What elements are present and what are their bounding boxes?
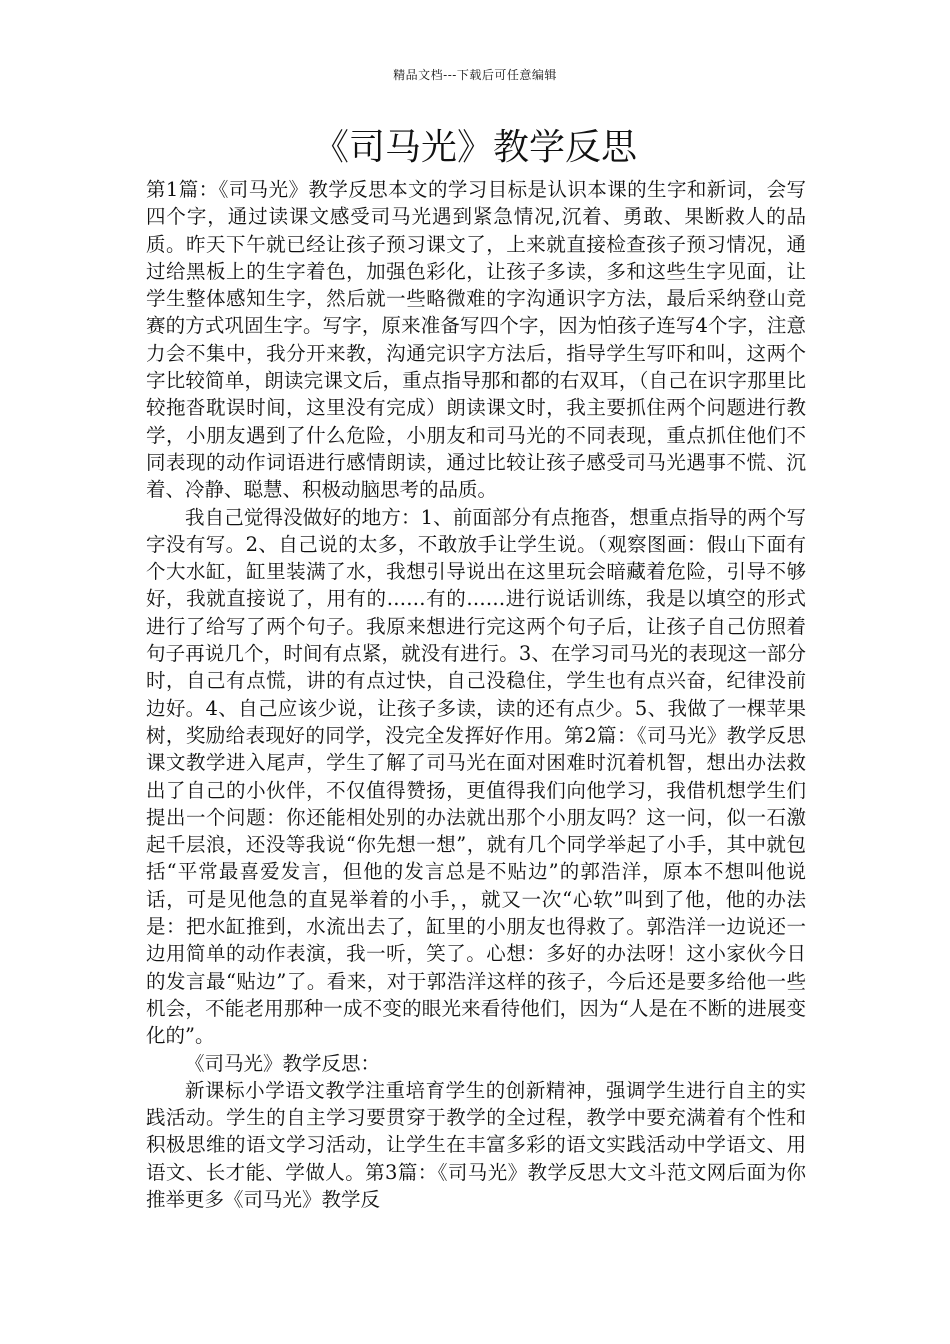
document-title: 《司马光》教学反思 bbox=[312, 127, 637, 168]
header-note: 精品文档---下载后可任意编辑 bbox=[393, 68, 557, 82]
paragraph-4: 新课标小学语文教学注重培育学生的创新精神，强调学生进行自主的实践活动。学生的自主学习要贯穿于教学的全过程，教学中要充满着有个性和积极思维的语文学习活动，让学生在丰富多彩的语文实践活动中学语文、用语文、长才能、学做人。第3篇：《司马光》教学反思大文斗范文网后面为你推举更多《司马光》教学反 bbox=[146, 1078, 806, 1211]
paragraph-1: 第1篇：《司马光》教学反思本文的学习目标是认识本课的生字和新词，会写四个字，通过读课文感受司马光遇到紧急情况,沉着、勇敢、果断救人的品质。昨天下午就已经让孩子预习课文了，上来就直接检查孩子预习情况，通过给黑板上的生字着色，加强色彩化，让孩子多读，多和这些生字见面，让学生整体感知生字，然后就一些略微难的字沟通识字方法，最后采纳登山竞赛的方式巩固生字。写字，原来准备写四个字，因为怕孩子连写4个字，注意力会不集中，我分开来教，沟通完识字方法后，指导学生写吓和叫，这两个字比较简单，朗读完课文后，重点指导那和都的右双耳，（自己在识字那里比较拖沓耽误时间，这里没有完成）朗读课文时，我主要抓住两个问题进行教学，小朋友遇到了什么危险，小朋友和司马光的不同表现，重点抓住他们不同表现的动作词语进行感情朗读，通过比较让孩子感受司马光遇事不慌、沉着、冷静、聪慧、积极动脑思考的品质。 bbox=[146, 178, 806, 502]
paragraph-3: 《司马光》教学反思： bbox=[185, 1051, 381, 1075]
document-body bbox=[146, 176, 806, 1213]
paragraph-2: 我自己觉得没做好的地方：1、前面部分有点拖沓，想重点指导的两个写字没有写。2、自己说的太多，不敢放手让学生说。（观察图画：假山下面有个大水缸，缸里装满了水，我想引导说出在这里玩会暗藏着危险，引导不够好，我就直接说了，用有的……有的……进行说话训练，我是以填空的形式进行了给写了两个句子。我原来想进行完这两个句子后，让孩子自己仿照着句子再说几个，时间有点紧，就没有进行。3、在学习司马光的表现这一部分时，自己有点慌，讲的有点过快，自己没稳住，学生也有点兴奋，纪律没前边好。4、自己应该少说，让孩子多读，读的还有点少。5、我做了一棵苹果树，奖励给表现好的同学，没完全发挥好作用。第2篇：《司马光》教学反思课文教学进入尾声，学生了解了司马光在面对困难时沉着机智，想出办法救出了自己的小伙伴，不仅值得赞扬，更值得我们向他学习，我借机想学生们提出一个问题：你还能相处别的办法就出那个小朋友吗？这一问，似一石激起千层浪，还没等我说“你先想一想”，就有几个同学举起了小手，其中就包括“平常最喜爱发言，但他的发言总是不贴边”的郭浩洋，原本不想叫他说话，可是见他急的直晃举着的小手，，就又一次“心软”叫到了他，他的办法是：把水缸推到，水流出去了，缸里的小朋友也得救了。郭浩洋一边说还一边用简单的动作表演，我一听，笑了。心想：多好的办法呀！这小家伙今日的发言最“贴边”了。看来，对于郭浩洋这样的孩子，今后还是要多给他一些机会，不能老用那种一成不变的眼光来看待他们，因为“人是在不断的进展变化的”。 bbox=[146, 505, 806, 1048]
